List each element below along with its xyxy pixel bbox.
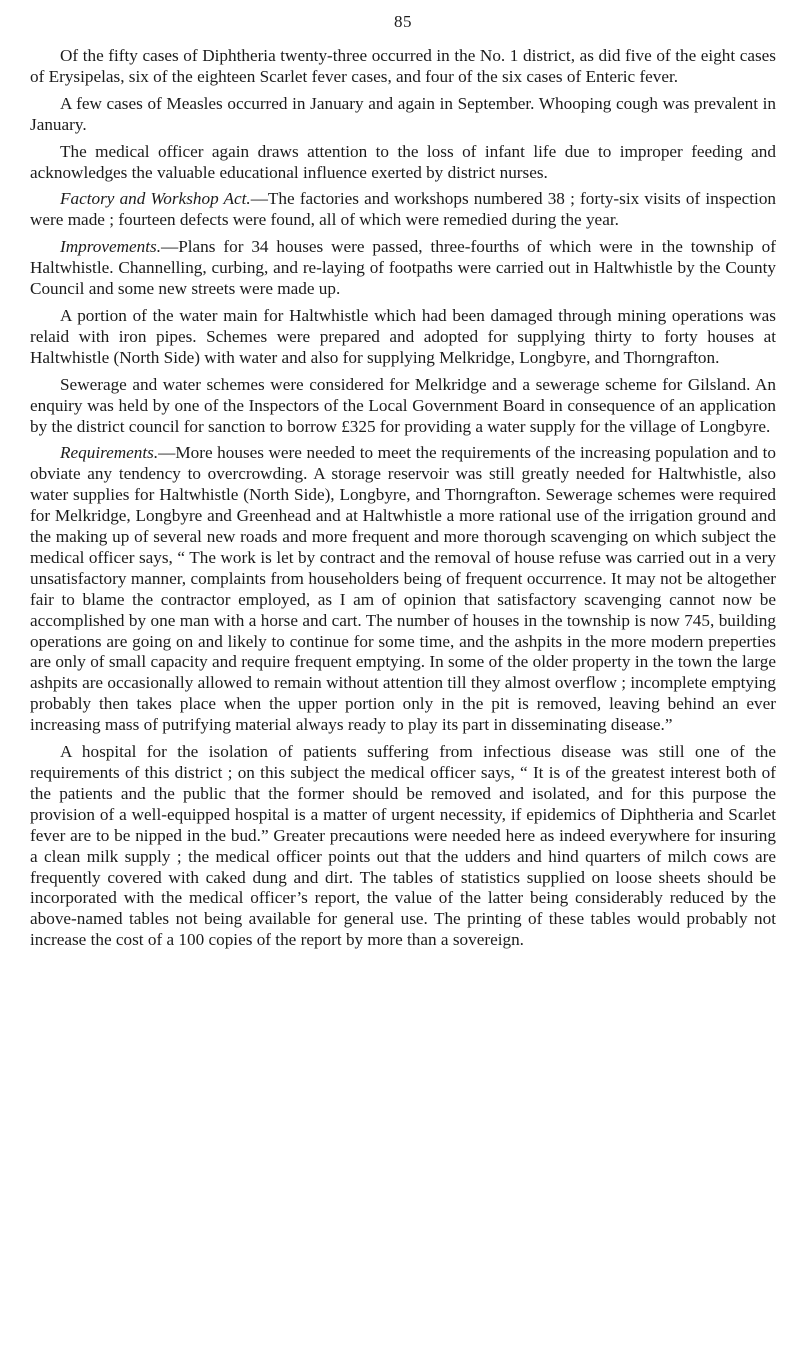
paragraph-factory-workshop bbox=[30, 189, 776, 231]
section-heading: Factory and Workshop Act. bbox=[60, 189, 251, 209]
paragraph-text: A few cases of Measles occurred in January and again in September. Whooping cough was prevalent in January. bbox=[30, 93, 776, 134]
paragraph-water-main bbox=[30, 306, 776, 369]
document-page bbox=[30, 12, 776, 957]
paragraph-sewerage-schemes bbox=[30, 375, 776, 438]
paragraph-text: A hospital for the isolation of patients suffering from infectious disease was still one of the requirements of this district ; on this subject the medical officer says, “ It is of the greatest interest both of the patients and the public that the former should be removed and isolated, and for this purpose the provision of a well-equipped hospital is a matter of urgent necessity, if epidemics of Diphtheria and Scarlet fever are to be nipped in the bud.” Greater precautions were needed here as indeed everywhere for insuring a clean milk supply ; the medical officer points out that the udders and hind quarters of milch cows are frequently covered with caked dung and dirt. The tables of statistics supplied on loose sheets should be incorporated with the medical officer’s report, the value of the latter being considerably reduced by the above-named tables not being available for general use. The printing of these tables would probably not increase the cost of a 100 copies of the report by more than a sovereign. bbox=[30, 742, 776, 950]
paragraph-text: Of the fifty cases of Diphtheria twenty-three occurred in the No. 1 district, as did five of the eight cases of Erysipelas, six of the eighteen Scarlet fever cases, and four of the six cases of Enteric fever. bbox=[30, 46, 776, 86]
paragraph-isolation-hospital bbox=[30, 742, 776, 951]
paragraph-measles bbox=[30, 94, 776, 136]
section-heading: Improvements. bbox=[60, 237, 162, 257]
paragraph-text: A portion of the water main for Haltwhistle which had been damaged through mining operations was relaid with iron pipes. Schemes were prepared and adopted for supplying thirty to forty houses at Haltwhistle (North Side) with water and also for supplying Melkridge, Longbyre, and Thorngrafton. bbox=[30, 305, 776, 367]
section-heading: Requirements. bbox=[60, 443, 159, 463]
page-number: 85 bbox=[394, 12, 412, 31]
paragraph-text: —More houses were needed to meet the requirements of the increasing population and to obviate any tendency to overcrowding. A storage reservoir was still greatly needed for Haltwhistle, also water supplies for Haltwhistle (North Side), Longbyre, and Thorngrafton. Sewerage schemes were required for Melkridge, Longbyre and Greenhead and at Haltwhistle a more rational use of the irrigation ground and the making up of several new roads and more frequent and more thorough scavenging on which subject the medical officer says, “ The work is let by contract and the removal of house refuse was carried out in a very unsatisfactory manner, complaints from householders being of frequent occurrence. It may not be altogether fair to blame the contractor employed, as I am of opinion that satisfactory scavenging cannot now be accomplished by one man with a horse and cart. The number of houses in the township is now 745, building operations are going on and likely to continue for some time, and the ashpits in the more modern preperties are only of small capacity and require frequent emptying. In some of the older property in the town the large ashpits are occasionally allowed to remain without attention till they almost overflow ; incomplete emptying probably then takes place when the upper portion only in the pit is removed, leaving behind an ever increasing mass of putrifying material always ready to play its part in disseminating disease.” bbox=[30, 443, 776, 735]
paragraph-improvements bbox=[30, 237, 776, 300]
paragraph-diphtheria-cases bbox=[30, 46, 776, 88]
paragraph-requirements bbox=[30, 443, 776, 736]
paragraph-text: The medical officer again draws attention to the loss of infant life due to improper feeding and acknowledges the valuable educational influence exerted by district nurses. bbox=[30, 141, 776, 182]
paragraph-text: —Plans for 34 houses were passed, three-fourths of which were in the township of Haltwhistle. Channelling, curbing, and re-laying of footpaths were carried out in Haltwhistle by the County Council and some new streets were made up. bbox=[30, 237, 776, 299]
paragraph-text: —The factories and workshops numbered 38 ; forty-six visits of inspection were made ; fourteen defects were found, all of which were remedied during the year. bbox=[30, 189, 777, 230]
paragraph-infant-life bbox=[30, 142, 776, 184]
paragraph-text: Sewerage and water schemes were considered for Melkridge and a sewerage scheme for Gilsland. An enquiry was held by one of the Inspectors of the Local Government Board in consequence of an application by the district council for sanction to borrow £325 for providing a water supply for the village of Longbyre. bbox=[30, 374, 776, 436]
